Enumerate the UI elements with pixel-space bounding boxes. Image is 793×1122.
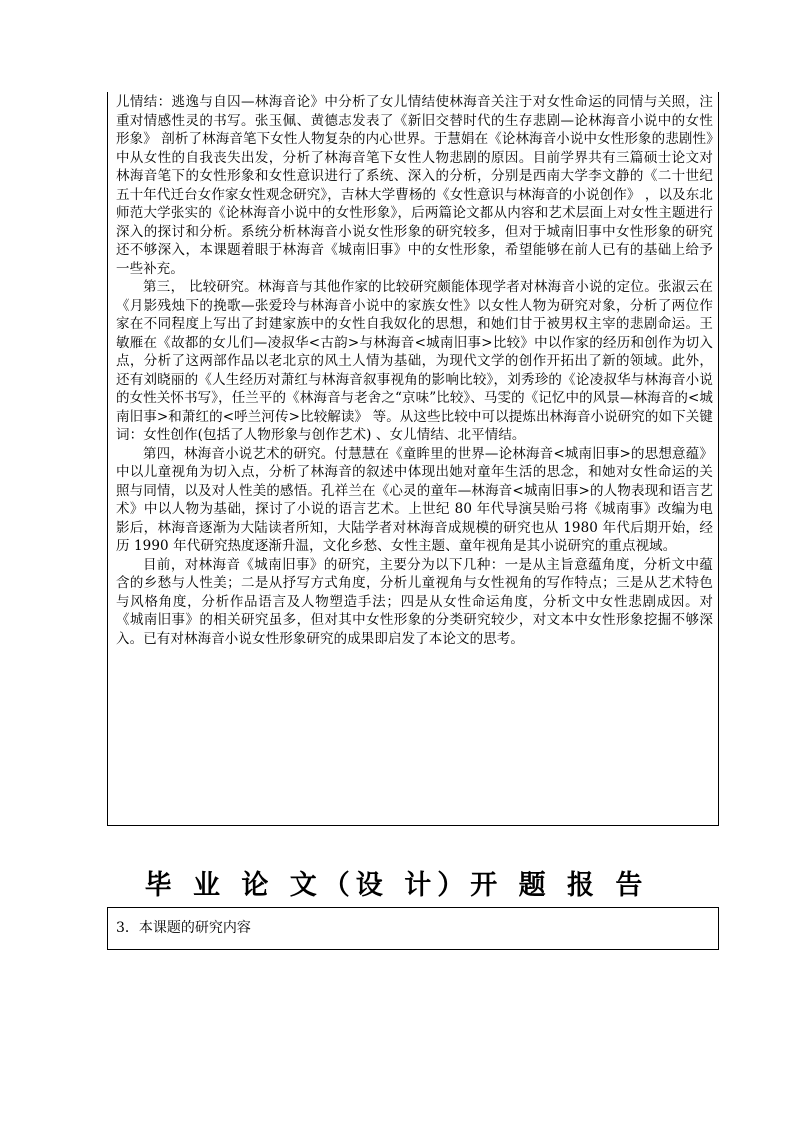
report-heading: 毕 业 论 文（设 计）开 题 报 告 [144, 870, 649, 901]
paragraph-comparative-research: 第三， 比较研究。林海音与其他作家的比较研究颇能体现学者对林海音小说的定位。张淑云在《月影残烛下的挽歌—张爱玲与林海音小说中的家族女性》以女性人物为研究对象，分析了两位作家在不同程度上写出了封建家族中的女性自我奴化的思想，和她们甘于被男权主宰的悲剧命运。王敏雁在《故都的女儿们—凌叔华<古韵>与林海音<城南旧事>比较》中以作家的经历和创作为切入点，分析了这两部作品以老北京的风土人情为基础，为现代文学的创作开拓出了新的领域。此外，还有刘晓丽的《人生经历对萧红与林海音叙事视角的影响比较》，刘秀珍的《论凌叔华与林海音小说的女性关怀书写》，任兰平的《林海音与老舍之“京味”比较》、马雯的《记忆中的风景—林海音的<城南旧事>和萧红的<呼兰河传>比较解读》 等。从这些比较中可以提炼出林海音小说研究的如下关键词：女性创作(包括了人物形象与创作艺术) 、女儿情结、北平情结。 [116, 279, 713, 443]
research-content-box [107, 907, 719, 950]
paragraph-artistic-research: 第四，林海音小说艺术的研究。付慧慧在《童眸里的世界—论林海音<城南旧事>的思想意蕴》中以儿童视角为切入点，分析了林海音的叙述中体现出她对童年生活的思念，和她对女性命运的关照与同情，以及对人性美的感悟。孔祥兰在《心灵的童年—林海音<城南旧事>的人物表现和语言艺术》中以人物为基础，探讨了小说的语言艺术。上世纪 80 年代导演吴贻弓将《城南事》改编为电影后，林海音逐渐为大陆读者所知，大陆学者对林海音成规模的研究也从 1980 年代后期开始，经历 1990 年代研究热度逐渐升温，文化乡愁、女性主题、童年视角是其小说研究的重点视域。 [116, 445, 713, 554]
section-label: 3．本课题的研究内容 [116, 920, 251, 936]
literature-review-box [107, 92, 719, 826]
paragraph-research-summary: 目前，对林海音《城南旧事》的研究，主要分为以下几种：一是从主旨意蕴角度，分析文中蕴含的乡愁与人性美；二是从抒写方式角度，分析儿童视角与女性视角的写作特点；三是从艺术特色与风格角度，分析作品语言及人物塑造手法；四是从女性命运角度，分析文中女性悲剧成因。对《城南旧事》的相关研究虽多，但对其中女性形象的分类研究较少，对文本中女性形象挖掘不够深入。已有对林海音小说女性形象研究的成果即启发了本论文的思考。 [116, 556, 713, 647]
paragraph-female-image-research: 儿情结：逃逸与自囚—林海音论》中分析了女儿情结使林海音关注于对女性命运的同情与关照，注重对情感性灵的书写。张玉佩、黄德志发表了《新旧交替时代的生存悲剧—论林海音小说中的女性形象》 剖析了林海音笔下女性人物复杂的内心世界。于慧娟在《论林海音小说中女性形象的悲剧性》中从女性的自我丧失出发，分析了林海音笔下女性人物悲剧的原因。目前学界共有三篇硕士论文对林海音笔下的女性形象和女性意识进行了系统、深入的分析，分别是西南大学李文静的《二十世纪五十年代迁台女作家女性观念研究》，吉林大学曹杨的《女性意识与林海音的小说创作》 ，以及东北师范大学张实的《论林海音小说中的女性形象》，后两篇论文都从内容和艺术层面上对女性主题进行深入的探讨和分析。系统分析林海音小说女性形象的研究较多，但对于城南旧事中女性形象的研究还不够深入，本课题着眼于林海音《城南旧事》中的女性形象，希望能够在前人已有的基础上给予一些补充。 [116, 94, 713, 277]
